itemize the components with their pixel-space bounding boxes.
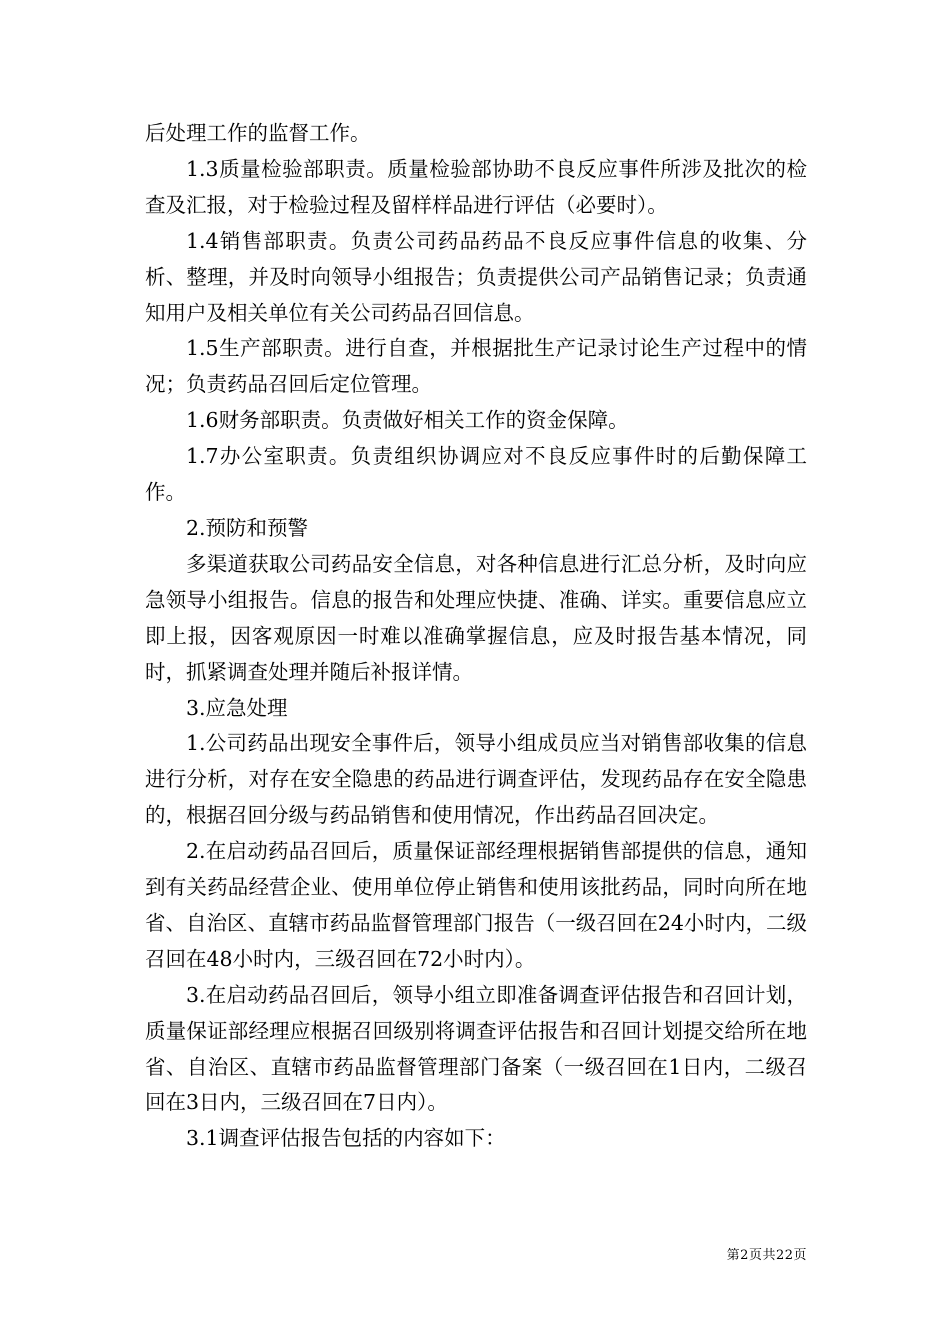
paragraph: 3.1调查评估报告包括的内容如下：	[186, 1126, 506, 1151]
paragraph: 多渠道获取公司药品安全信息，对各种信息进行汇总分析，及时向应急领导小组报告。信息的报告和处理应快捷、准确、详实。重要信息应立即上报，因客观原因一时难以准确掌握信息，应及时报告基本情况，同时，抓紧调查处理并随后补报详情。	[145, 551, 807, 684]
paragraph: 3.在启动药品召回后，领导小组立即准备调查评估报告和召回计划，质量保证部经理应根据召回级别将调查评估报告和召回计划提交给所在地省、自治区、直辖市药品监督管理部门备案（一级召回在1日内，二级召回在3日内，三级召回在7日内）。	[145, 982, 807, 1115]
paragraph: 2.在启动药品召回后，质量保证部经理根据销售部提供的信息，通知到有关药品经营企业、使用单位停止销售和使用该批药品，同时向所在地省、自治区、直辖市药品监督管理部门报告（一级召回在24小时内，二级召回在48小时内，三级召回在72小时内）。	[145, 839, 807, 971]
paragraph: 1.6财务部职责。负责做好相关工作的资金保障。	[186, 408, 629, 433]
paragraph: 后处理工作的监督工作。	[145, 121, 371, 145]
section-heading: 3.应急处理	[186, 695, 288, 720]
page-number-footer: 第2页共22页	[726, 1248, 807, 1263]
paragraph: 1.3质量检验部职责。质量检验部协助不良反应事件所涉及批次的检查及汇报，对于检验过程及留样样品进行评估（必要时）。	[145, 156, 807, 217]
paragraph: 1.7办公室职责。负责组织协调应对不良反应事件时的后勤保障工作。	[145, 444, 807, 505]
paragraph: 1.5生产部职责。进行自查，并根据批生产记录讨论生产过程中的情况；负责药品召回后定位管理。	[145, 336, 807, 397]
document-body	[145, 116, 807, 1157]
paragraph: 1.公司药品出现安全事件后，领导小组成员应当对销售部收集的信息进行分析，对存在安全隐患的药品进行调查评估，发现药品存在安全隐患的，根据召回分级与药品销售和使用情况，作出药品召回决定。	[145, 731, 807, 828]
section-heading: 2.预防和预警	[186, 515, 309, 540]
paragraph: 1.4销售部职责。负责公司药品药品不良反应事件信息的收集、分析、整理，并及时向领导小组报告；负责提供公司产品销售记录；负责通知用户及相关单位有关公司药品召回信息。	[145, 228, 807, 325]
